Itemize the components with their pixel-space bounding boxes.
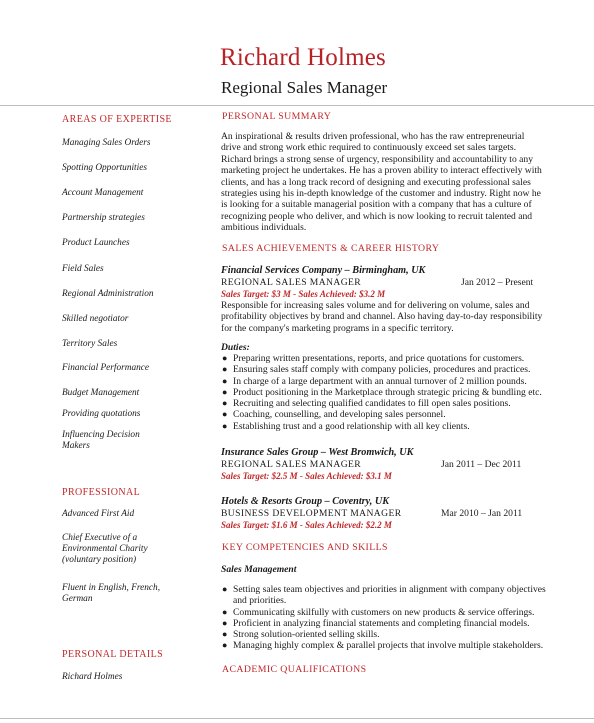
expertise-item: Providing quotations [62, 409, 141, 419]
job-target: Sales Target: $1.6 M - Sales Achieved: $2.2 M [221, 520, 392, 530]
bullet-icon: ● [222, 617, 228, 628]
expertise-item: Financial Performance [62, 363, 150, 373]
professional-heading: PROFESSIONAL [62, 487, 141, 498]
job-dates: Jan 2012 – Present [461, 277, 534, 288]
personal-details-item: Richard Holmes [62, 672, 123, 682]
competency-subheading: Sales Management [221, 564, 297, 575]
job-dates: Jan 2011 – Dec 2011 [441, 459, 522, 470]
bullet-icon: ● [222, 398, 228, 409]
bullet-icon: ● [222, 386, 228, 397]
top-divider [0, 105, 594, 106]
list-item: ● Managing highly complex & parallel projects that involve multiple stakeholders. [222, 640, 544, 652]
duties-list [221, 353, 551, 432]
professional-item: Fluent in English, French, German [62, 583, 161, 604]
professional-item: Advanced First Aid [62, 509, 135, 519]
candidate-name: Richard Holmes [220, 44, 386, 71]
list-item: ● Product positioning in the Marketplace through strategic pricing & bundling etc. [222, 386, 542, 398]
expertise-item: Regional Administration [62, 289, 154, 299]
expertise-heading: AREAS OF EXPERTISE [62, 114, 172, 125]
competencies-list [221, 584, 551, 652]
bullet-icon: ● [222, 640, 228, 651]
job-role: BUSINESS DEVELOPMENT MANAGER [221, 508, 402, 519]
job-company: Financial Services Company – Birmingham, UK [221, 265, 426, 276]
list-item: ● Setting sales team objectives and priorities in alignment with company objectives and priorities. [222, 584, 546, 607]
expertise-item: Product Launches [62, 238, 130, 248]
bullet-icon: ● [222, 375, 228, 386]
job-company: Hotels & Resorts Group – Coventry, UK [221, 496, 390, 507]
personal-details-heading: PERSONAL DETAILS [62, 649, 164, 660]
list-item: ● Recruiting and selecting qualified candidates to fill open sales positions. [222, 398, 511, 410]
academic-heading: ACADEMIC QUALIFICATIONS [222, 664, 367, 675]
bullet-icon: ● [222, 584, 228, 594]
job-role: REGIONAL SALES MANAGER [221, 277, 362, 288]
list-item: ● Proficient in analyzing financial statements and completing financial models. [222, 617, 530, 629]
duties-label: Duties: [221, 342, 250, 353]
bottom-divider [0, 718, 594, 719]
bullet-icon: ● [222, 606, 228, 617]
expertise-item: Spotting Opportunities [62, 163, 147, 173]
expertise-item: Influencing Decision Makers [62, 430, 140, 451]
job-title: Regional Sales Manager [221, 78, 388, 97]
competencies-heading: KEY COMPETENCIES AND SKILLS [222, 542, 388, 553]
list-item: ● Communicating skilfully with customers on new products & service offerings. [222, 606, 535, 618]
expertise-item: Managing Sales Orders [62, 138, 151, 148]
job-company: Insurance Sales Group – West Bromwich, UK [221, 447, 414, 458]
bullet-icon: ● [222, 409, 228, 420]
expertise-item: Account Management [62, 188, 144, 198]
professional-item: Chief Executive of a Environmental Charity (voluntary position) [62, 533, 148, 565]
bullet-icon: ● [222, 420, 228, 431]
job-target: Sales Target: $3 M - Sales Achieved: $3.2 M [221, 289, 386, 299]
expertise-item: Field Sales [62, 264, 104, 274]
list-item: ● Establishing trust and a good relationship with all key clients. [222, 420, 470, 432]
summary-heading: PERSONAL SUMMARY [222, 111, 332, 122]
expertise-item: Territory Sales [62, 339, 118, 349]
job-role: REGIONAL SALES MANAGER [221, 459, 362, 470]
bullet-icon: ● [222, 629, 228, 640]
expertise-item: Skilled negotiator [62, 314, 129, 324]
list-item: ● Coaching, counselling, and developing sales personnel. [222, 409, 446, 421]
job-target: Sales Target: $2.5 M - Sales Achieved: $3.1 M [221, 471, 392, 481]
bullet-icon: ● [222, 364, 228, 375]
history-heading: SALES ACHIEVEMENTS & CAREER HISTORY [222, 243, 440, 254]
list-item: ● Strong solution-oriented selling skills. [222, 629, 380, 641]
job-dates: Mar 2010 – Jan 2011 [441, 508, 523, 519]
job-description: Responsible for increasing sales volume and for delivering on volume, sales and profitability objectives by brand and channel. Also having day-to-day responsibility for the company's marketing programs in a specific territory. [221, 300, 543, 334]
expertise-item: Partnership strategies [62, 213, 145, 223]
bullet-icon: ● [222, 353, 228, 363]
list-item: ● Ensuring sales staff comply with company policies, procedures and practices. [222, 364, 531, 376]
list-item: ● Preparing written presentations, reports, and price quotations for customers. [222, 353, 525, 364]
list-item: ● In charge of a large department with an annual turnover of 2 million pounds. [222, 375, 527, 387]
summary-text: An inspirational & results driven professional, who has the raw entrepreneurial drive and strong work ethic required to continuously exceed set sales targets. Richard brings a strong sense of urgency, responsibility and accountability to any marketing project he undertakes. He has a proven ability to interact effectively with clients, and has a long track record of designing and executing professional sales strategies using his in-depth knowledge of the customer and industry. Right now he is looking for a suitable managerial position with a company that has a culture of recognizing people who deliver, and which is now looking to recruit talented and ambitious individuals. [221, 131, 542, 234]
expertise-item: Budget Management [62, 388, 140, 398]
